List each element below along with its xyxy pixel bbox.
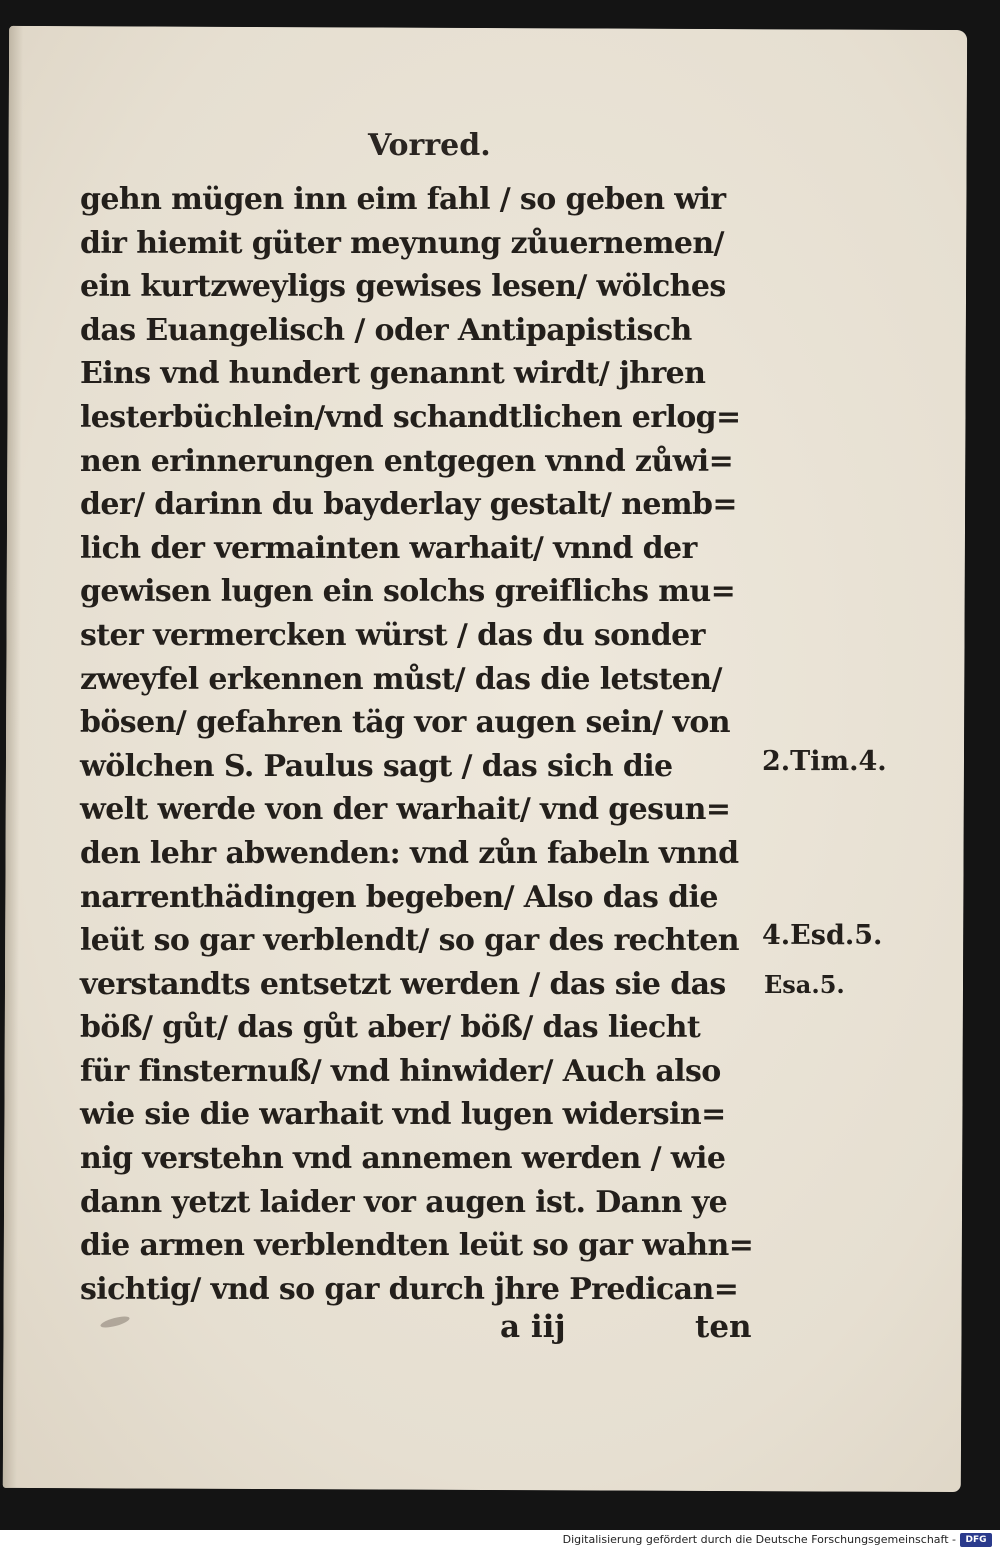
marginal-note-2-tim: 2.Tim.4. xyxy=(762,746,887,777)
text-line: dir hiemit güter meynung zůuernemen/ xyxy=(80,225,724,261)
text-line: die armen verblendten leüt so gar wahn= xyxy=(80,1228,754,1264)
marginal-note-4-esd: 4.Esd.5. xyxy=(762,920,883,951)
text-line: nig verstehn vnd annemen werden / wie xyxy=(80,1141,726,1177)
text-line: gehn mügen inn eim fahl / so geben wir xyxy=(80,182,726,217)
text-line: wie sie die warhait vnd lugen widersin= xyxy=(80,1097,726,1133)
text-line: den lehr abwenden: vnd zůn fabeln vnnd xyxy=(80,835,739,871)
text-line: lich der vermainten warhait/ vnnd der xyxy=(80,530,697,566)
text-line: dann yetzt laider vor augen ist. Dann ye xyxy=(80,1184,728,1220)
text-line: verstandts entsetzt werden / das sie das xyxy=(80,966,726,1002)
digitization-credit: Digitalisierung gefördert durch die Deutsche Forschungsgemeinschaft - xyxy=(562,1533,956,1546)
text-line: narrenthädingen begeben/ Also das die xyxy=(80,879,718,915)
text-line: der/ darinn du bayderlay gestalt/ nemb= xyxy=(80,487,737,523)
text-line: gewisen lugen ein solchs greiflichs mu= xyxy=(80,574,736,610)
text-line: ster vermercken würst / das du sonder xyxy=(80,617,705,653)
text-line: zweyfel erkennen můst/ das die letsten/ xyxy=(80,661,722,697)
main-text-block xyxy=(80,178,780,1311)
marginal-note-esa: Esa.5. xyxy=(764,970,845,999)
text-line: nen erinnerungen entgegen vnnd zůwi= xyxy=(80,443,734,479)
text-line: ein kurtzweyligs gewises lesen/ wölches xyxy=(80,269,726,305)
signature-mark: a iij xyxy=(500,1309,566,1345)
text-line: Eins vnd hundert genannt wirdt/ jhren xyxy=(80,356,706,392)
text-line: lesterbüchlein/vnd schandtlichen erlog= xyxy=(80,399,741,435)
text-line: sichtig/ vnd so gar durch jhre Predican= xyxy=(80,1271,739,1307)
text-line: für finsternuß/ vnd hinwider/ Auch also xyxy=(80,1053,721,1089)
text-line: böß/ gůt/ das gůt aber/ böß/ das liecht xyxy=(80,1010,701,1046)
text-line: wölchen S. Paulus sagt / das sich die xyxy=(80,748,673,784)
text-line: bösen/ gefahren täg vor augen sein/ von xyxy=(80,705,730,741)
text-line: welt werde von der warhait/ vnd gesun= xyxy=(80,792,731,828)
running-head: Vorred. xyxy=(368,128,491,163)
catchword: ten xyxy=(695,1309,752,1345)
text-line: leüt so gar verblendt/ so gar des rechten xyxy=(80,923,739,959)
text-line: das Euangelisch / oder Antipapistisch xyxy=(80,312,692,348)
dfg-logo: DFG xyxy=(960,1533,992,1547)
